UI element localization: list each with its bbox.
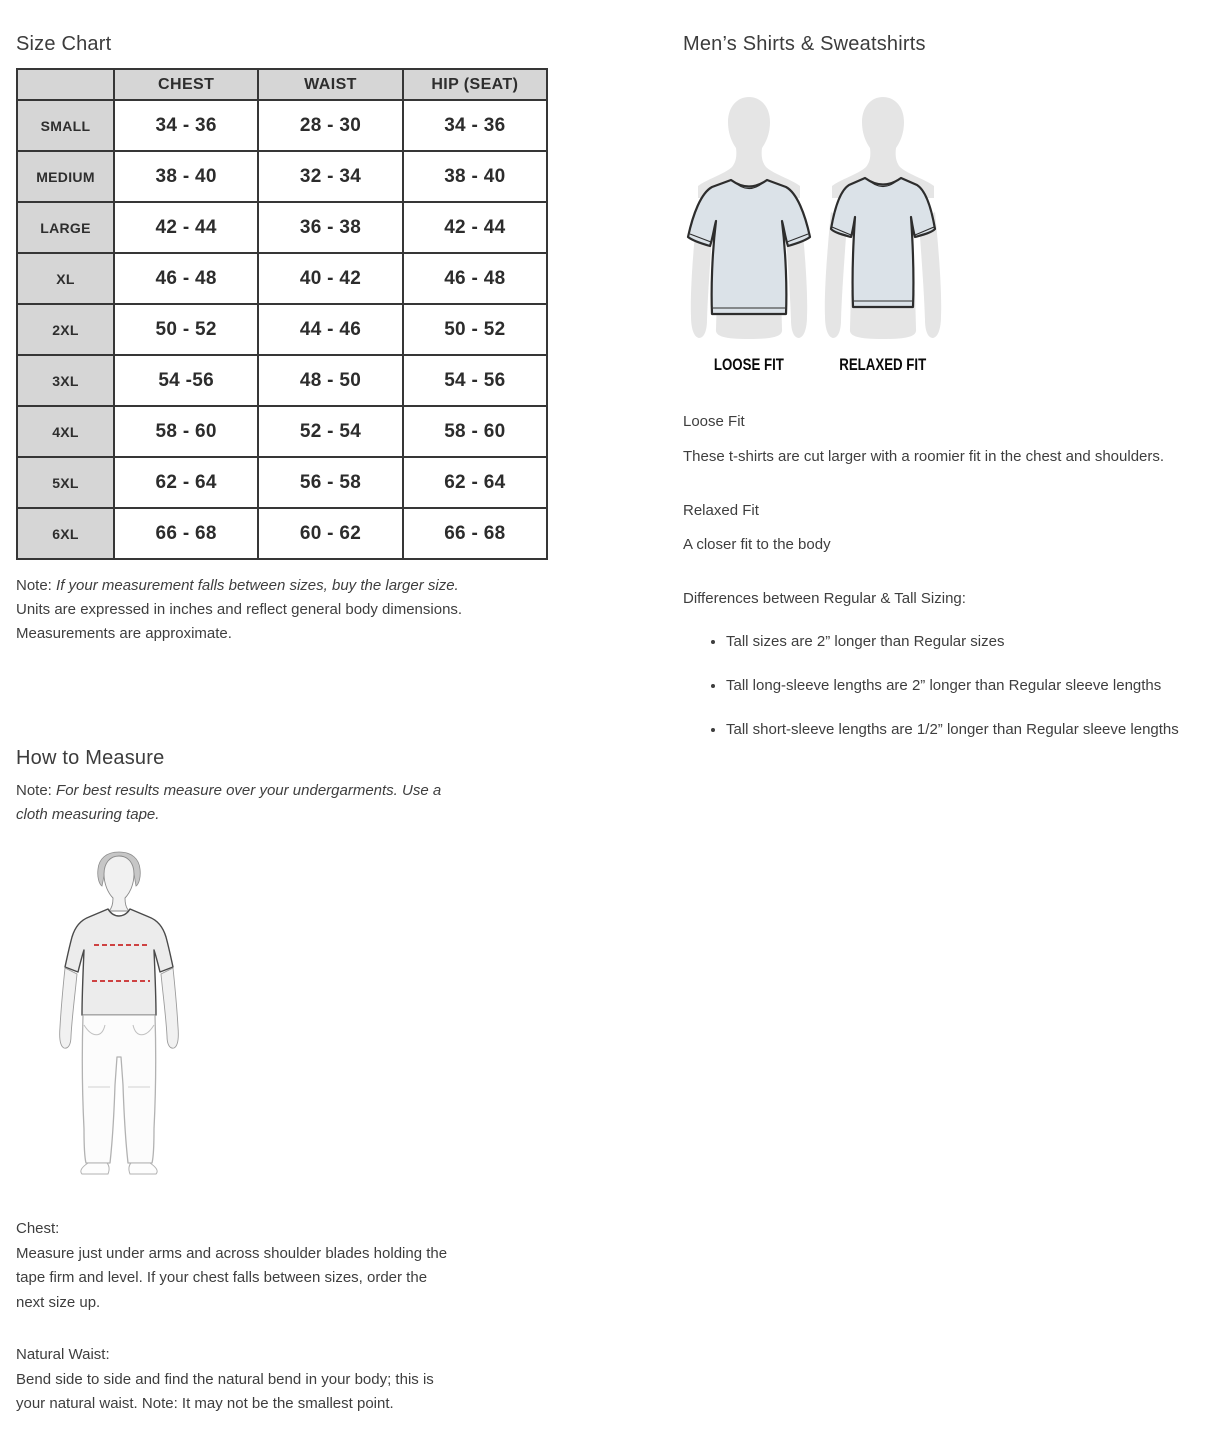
col-header-chest: CHEST <box>114 69 258 100</box>
measuring-man-illustration <box>44 847 194 1177</box>
col-header-hip: HIP (SEAT) <box>403 69 547 100</box>
cell-waist: 44 - 46 <box>258 304 402 355</box>
size-row-label: 5XL <box>17 457 114 508</box>
cell-hip: 66 - 68 <box>403 508 547 559</box>
size-row-label: 4XL <box>17 406 114 457</box>
cell-waist: 28 - 30 <box>258 100 402 151</box>
cell-hip: 58 - 60 <box>403 406 547 457</box>
loose-fit-shirt-illustration <box>685 94 813 340</box>
cell-chest: 62 - 64 <box>114 457 258 508</box>
note-italic-text: If your measurement falls between sizes, buy the larger size. <box>56 577 459 594</box>
size-row-label: 3XL <box>17 355 114 406</box>
cell-waist: 40 - 42 <box>258 253 402 304</box>
cell-chest: 50 - 52 <box>114 304 258 355</box>
natural-waist-heading: Natural Waist: <box>16 1346 110 1363</box>
how-to-measure-note <box>16 779 448 827</box>
cell-waist: 60 - 62 <box>258 508 402 559</box>
size-row-label: MEDIUM <box>17 151 114 202</box>
size-row-label: XL <box>17 253 114 304</box>
natural-waist-instruction <box>16 1343 452 1417</box>
table-row <box>17 151 547 202</box>
relaxed-fit-description: A closer fit to the body <box>683 536 831 553</box>
cell-hip: 46 - 48 <box>403 253 547 304</box>
cell-waist: 52 - 54 <box>258 406 402 457</box>
col-header-waist: WAIST <box>258 69 402 100</box>
table-row <box>17 100 547 151</box>
mens-shirts-column <box>683 32 1208 762</box>
size-row-label: 2XL <box>17 304 114 355</box>
note-label: Note: <box>16 782 52 799</box>
size-row-label: 6XL <box>17 508 114 559</box>
chest-heading: Chest: <box>16 1220 60 1237</box>
size-row-label: SMALL <box>17 100 114 151</box>
table-row <box>17 406 547 457</box>
table-row <box>17 304 547 355</box>
chest-text: Measure just under arms and across shoulder blades holding the tape firm and level. If your chest falls between sizes, order the next size up. <box>16 1244 448 1311</box>
cell-hip: 42 - 44 <box>403 202 547 253</box>
table-row <box>17 508 547 559</box>
cell-waist: 36 - 38 <box>258 202 402 253</box>
tall-sizing-list <box>683 630 1208 742</box>
size-chart-title: Size Chart <box>16 33 112 55</box>
relaxed-fit-heading: Relaxed Fit <box>683 502 759 519</box>
loose-fit-figure <box>685 94 813 375</box>
table-row <box>17 355 547 406</box>
cell-hip: 54 - 56 <box>403 355 547 406</box>
size-chart-table <box>16 68 548 560</box>
note-line3: Measurements are approximate. <box>16 625 232 642</box>
note-label: Note: <box>16 577 52 594</box>
differences-heading: Differences between Regular & Tall Sizing: <box>683 590 966 607</box>
cell-hip: 50 - 52 <box>403 304 547 355</box>
cell-chest: 46 - 48 <box>114 253 258 304</box>
cell-chest: 54 -56 <box>114 355 258 406</box>
cell-chest: 58 - 60 <box>114 406 258 457</box>
loose-fit-caption: LOOSE FIT <box>713 355 784 374</box>
cell-chest: 42 - 44 <box>114 202 258 253</box>
cell-chest: 38 - 40 <box>114 151 258 202</box>
cell-hip: 34 - 36 <box>403 100 547 151</box>
chest-instruction <box>16 1217 452 1315</box>
note-italic-text: For best results measure over your undergarments. Use a cloth measuring tape. <box>16 782 442 823</box>
table-row <box>17 457 547 508</box>
mens-shirts-title: Men’s Shirts & Sweatshirts <box>683 33 926 55</box>
size-chart-note <box>16 574 548 646</box>
list-item: • Tall sizes are 2” longer than Regular sizes <box>726 630 1208 654</box>
cell-hip: 38 - 40 <box>403 151 547 202</box>
cell-chest: 34 - 36 <box>114 100 258 151</box>
list-item: • Tall short-sleeve lengths are 1/2” longer than Regular sleeve lengths <box>726 718 1208 742</box>
cell-hip: 62 - 64 <box>403 457 547 508</box>
note-line2: Units are expressed in inches and reflect general body dimensions. <box>16 601 463 618</box>
size-chart-column <box>16 32 548 1417</box>
relaxed-fit-figure <box>819 94 947 375</box>
how-to-measure-title: How to Measure <box>16 747 165 769</box>
size-row-label: LARGE <box>17 202 114 253</box>
table-header-row <box>17 69 547 100</box>
cell-chest: 66 - 68 <box>114 508 258 559</box>
cell-waist: 56 - 58 <box>258 457 402 508</box>
table-corner-cell <box>17 69 114 100</box>
natural-waist-text: Bend side to side and find the natural bend in your body; this is your natural waist. Note: It may not be the smallest point. <box>16 1370 434 1412</box>
table-row <box>17 202 547 253</box>
loose-fit-heading: Loose Fit <box>683 413 745 430</box>
relaxed-fit-caption: RELAXED FIT <box>839 355 927 374</box>
cell-waist: 32 - 34 <box>258 151 402 202</box>
list-item: • Tall long-sleeve lengths are 2” longer than Regular sleeve lengths <box>726 674 1208 698</box>
relaxed-fit-shirt-illustration <box>819 94 947 340</box>
fit-illustrations <box>685 94 1208 375</box>
table-row <box>17 253 547 304</box>
cell-waist: 48 - 50 <box>258 355 402 406</box>
loose-fit-description: These t-shirts are cut larger with a roomier fit in the chest and shoulders. <box>683 448 1165 465</box>
